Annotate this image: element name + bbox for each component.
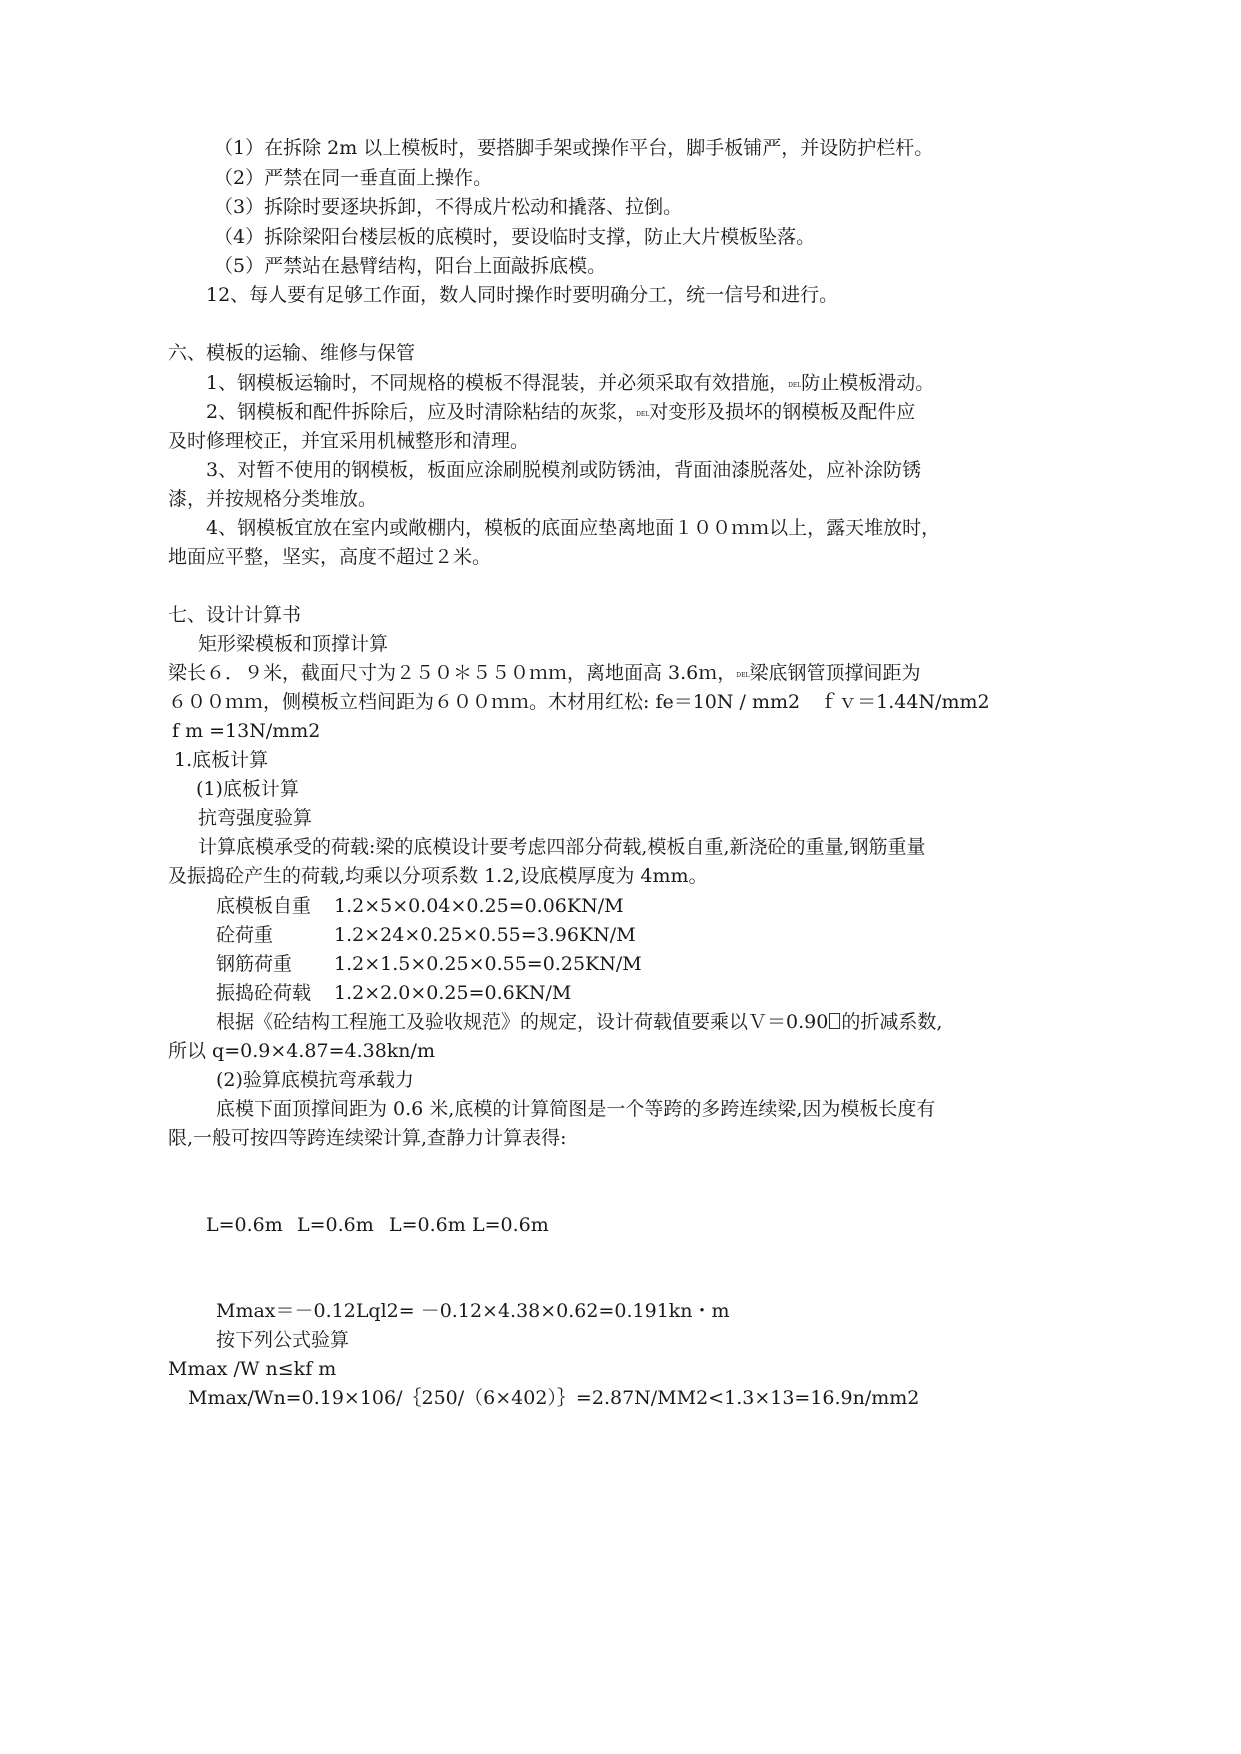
beam-spec-line-2: ６００ｍｍ，侧模板立档间距为６００ｍｍ。木材用红松: fe＝10N / mm2 ｆｖ＝1.44N/mm2 — [168, 691, 990, 713]
rule-item-4: （4）拆除梁阳台楼层板的底模时，要设临时支撑，防止大片模板坠落。 — [214, 226, 816, 248]
check-formula: Mmax /W n≤kf m — [168, 1358, 337, 1380]
para-2-text: 2、钢模板和配件拆除后，应及时清除粘结的灰浆， — [206, 401, 637, 423]
section-6-para-4: 4、钢模板宜放在室内或敞棚内，模板的底面应垫离地面１００ｍｍ以上，露天堆放时， — [206, 517, 941, 539]
para-1-end: 防止模板滑动。 — [801, 372, 935, 394]
calc-heading-3: 抗弯强度验算 — [198, 807, 313, 829]
del-mark: DEL — [788, 382, 802, 389]
calc-heading-1: 1.底板计算 — [174, 749, 269, 771]
calc-para-2-cont: 限,一般可按四等跨连续梁计算,查静力计算表得: — [168, 1127, 567, 1149]
mmax-formula: Mmax＝－0.12Lql2= －0.12×4.38×0.62=0.191kn・m — [216, 1300, 730, 1322]
del-mark: DEL — [636, 411, 650, 418]
rule-item-2: （2）严禁在同一垂直面上操作。 — [214, 167, 493, 189]
load-formula: 1.2×5×0.04×0.25=0.06KN/M — [334, 895, 624, 917]
calc-para-2: 底模下面顶撑间距为 0.6 米,底模的计算简图是一个等跨的多跨连续梁,因为模板长度有 — [216, 1098, 936, 1120]
calc-heading-2: (1)底板计算 — [196, 778, 299, 800]
section-6-para-4-cont: 地面应平整，坚实，高度不超过２米。 — [168, 546, 492, 568]
section-6-para-2 — [206, 400, 915, 427]
check-intro: 按下列公式验算 — [216, 1329, 350, 1351]
section-6-para-2-cont: 及时修理校正，并宜采用机械整形和清理。 — [168, 430, 530, 452]
section-7-heading: 七、设计计算书 — [168, 604, 302, 626]
section-7-subheading: 矩形梁模板和顶撑计算 — [198, 633, 389, 655]
rule-item-12: 12、每人要有足够工作面，数人同时操作时要明确分工，统一信号和进行。 — [206, 284, 839, 306]
span-label: L=0.6m — [472, 1214, 549, 1236]
rule-item-3: （3）拆除时要逐块拆卸，不得成片松动和撬落、拉倒。 — [214, 196, 683, 218]
load-name: 底模板自重 — [216, 895, 312, 917]
calc-para-1: 计算底模承受的荷载:梁的底模设计要考虑四部分荷载,模板自重,新浇砼的重量,钢筋重量 — [198, 836, 926, 858]
del-mark: DEL — [736, 672, 750, 679]
load-formula: 1.2×24×0.25×0.55=3.96KN/M — [334, 924, 636, 946]
beam-spec-line-3: f m =13N/mm2 — [172, 720, 321, 742]
section-6-heading: 六、模板的运输、维修与保管 — [168, 342, 416, 364]
span-label: L=0.6m — [297, 1214, 374, 1236]
load-formula: 1.2×1.5×0.25×0.55=0.25KN/M — [334, 953, 642, 975]
calc-heading-4: (2)验算底模抗弯承载力 — [216, 1069, 414, 1091]
span-label: L=0.6m — [389, 1214, 466, 1236]
code-para-cont: 所以 q=0.9×4.87=4.38kn/m — [168, 1040, 435, 1062]
para-2-text-b: 对变形及损坏的钢模板及配件应 — [649, 401, 916, 423]
check-result: Mmax/Wn=0.19×106/｛250/（6×402）｝=2.87N/MM2<1.3×13=16.9n/mm2 — [188, 1387, 920, 1409]
beam-spec-text-b: 梁底钢管顶撑间距为 — [749, 662, 921, 684]
beam-spec-line-1 — [168, 661, 920, 688]
rule-item-1: （1）在拆除 2m 以上模板时，要搭脚手架或操作平台，脚手板铺严，并设防护栏杆。 — [214, 137, 934, 159]
code-para-text-b: 的折减系数, — [841, 1011, 943, 1033]
section-6-para-3-cont: 漆，并按规格分类堆放。 — [168, 488, 378, 510]
code-para — [216, 1010, 942, 1034]
load-name: 振捣砼荷载 — [216, 982, 312, 1004]
load-formula: 1.2×2.0×0.25=0.6KN/M — [334, 982, 572, 1004]
missing-glyph-box — [829, 1013, 840, 1029]
section-6-para-3: 3、对暂不使用的钢模板，板面应涂刷脱模剂或防锈油，背面油漆脱落处，应补涂防锈 — [206, 459, 922, 481]
para-1-text: 1、钢模板运输时，不同规格的模板不得混装，并必须采取有效措施， — [206, 372, 789, 394]
beam-spec-text: 梁长６．９米，截面尺寸为２５０＊５５０ｍｍ，离地面高 3.6ｍ， — [168, 662, 737, 684]
code-para-text: 根据《砼结构工程施工及验收规范》的规定，设计荷载值要乘以Ｖ＝0.90 — [216, 1011, 829, 1033]
section-6-para-1 — [206, 371, 934, 398]
calc-para-1-cont: 及振捣砼产生的荷载,均乘以分项系数 1.2,设底模厚度为 4mm。 — [168, 865, 708, 887]
rule-item-5: （5）严禁站在悬臂结构，阳台上面敲拆底模。 — [214, 255, 607, 277]
span-label: L=0.6m — [206, 1214, 283, 1236]
load-name: 砼荷重 — [216, 924, 274, 946]
load-name: 钢筋荷重 — [216, 953, 293, 975]
